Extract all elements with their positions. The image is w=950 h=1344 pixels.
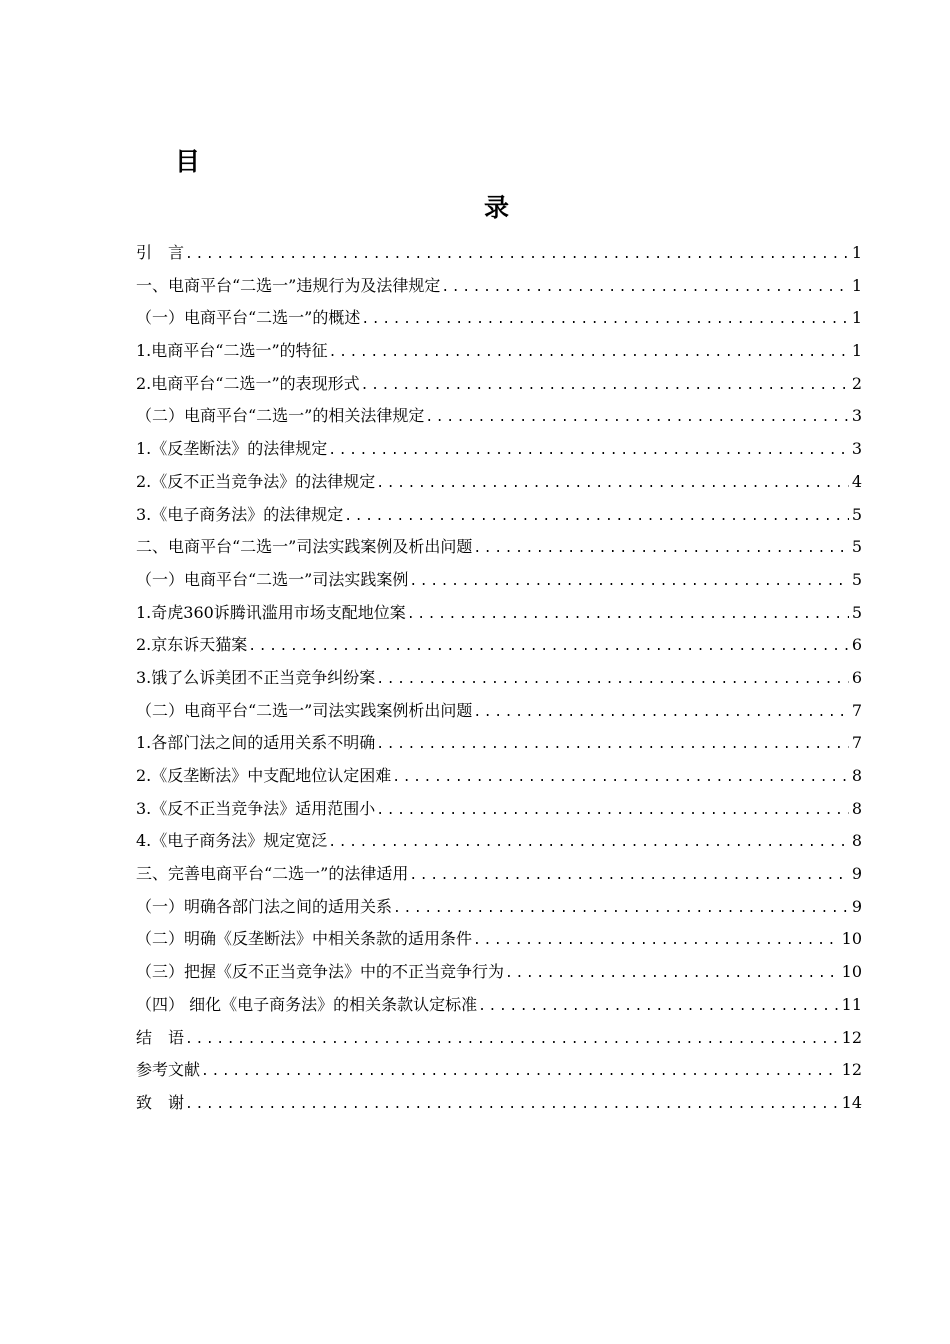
toc-entry-section-3-4[interactable] bbox=[136, 989, 862, 1022]
toc-title-second-char: 录 bbox=[484, 193, 510, 222]
toc-page-number: 10 bbox=[841, 929, 862, 949]
toc-page-number: 12 bbox=[841, 1027, 862, 1047]
toc-page-number: 1 bbox=[851, 341, 862, 361]
toc-leader-dots bbox=[184, 1089, 839, 1120]
toc-page-number: 1 bbox=[851, 308, 862, 328]
toc-entry-item[interactable] bbox=[136, 433, 862, 466]
toc-entry-label: 二、电商平台“二选一”司法实践案例及析出问题 bbox=[136, 537, 473, 557]
toc-leader-dots bbox=[408, 566, 848, 597]
toc-entry-label: 2.《反垄断法》中支配地位认定困难 bbox=[136, 766, 392, 785]
toc-entry-section-3-2[interactable] bbox=[136, 923, 862, 956]
toc-page-number: 8 bbox=[851, 766, 862, 785]
toc-entry-item[interactable] bbox=[136, 368, 862, 401]
toc-page-number: 1 bbox=[851, 275, 862, 295]
toc-leader-dots bbox=[360, 370, 849, 401]
toc-entry-item[interactable] bbox=[136, 825, 862, 858]
toc-page-number: 5 bbox=[851, 569, 862, 589]
toc-entry-label: 参考文献 bbox=[136, 1060, 201, 1080]
toc-leader-dots bbox=[375, 729, 849, 760]
toc-entry-section-3-3[interactable] bbox=[136, 956, 862, 989]
toc-entry-label: 2.京东诉天猫案 bbox=[136, 635, 248, 655]
toc-entry-label: 1.《反垄断法》的法律规定 bbox=[136, 439, 328, 459]
toc-page-number: 14 bbox=[841, 1092, 862, 1112]
toc-leader-dots bbox=[184, 239, 849, 270]
toc-entry-label: 2.电商平台“二选一”的表现形式 bbox=[136, 373, 360, 393]
toc-entry-item[interactable] bbox=[136, 335, 862, 368]
toc-entry-label: 结 语 bbox=[136, 1027, 185, 1047]
toc-entry-section-2-2[interactable] bbox=[136, 695, 862, 728]
toc-leader-dots bbox=[375, 468, 849, 499]
toc-entry-references[interactable] bbox=[136, 1054, 862, 1087]
toc-leader-dots bbox=[247, 631, 849, 662]
toc-entry-acknowledgements[interactable] bbox=[136, 1087, 862, 1120]
toc-entry-item[interactable] bbox=[136, 629, 862, 662]
toc-entry-label: 致 谢 bbox=[136, 1092, 185, 1112]
toc-entry-chapter-2[interactable] bbox=[136, 531, 862, 564]
toc-leader-dots bbox=[327, 435, 849, 466]
toc-entry-label: 一、电商平台“二选一”违规行为及法律规定 bbox=[136, 275, 441, 295]
toc-page-number: 4 bbox=[851, 471, 862, 491]
toc-entry-conclusion[interactable] bbox=[136, 1022, 862, 1055]
toc-page-number: 8 bbox=[851, 798, 862, 818]
toc-leader-dots bbox=[391, 762, 849, 793]
toc-page-number: 12 bbox=[841, 1060, 862, 1080]
toc-leader-dots bbox=[343, 501, 849, 532]
toc-page-number: 7 bbox=[851, 733, 862, 753]
toc-leader-dots bbox=[440, 272, 848, 303]
toc-entry-label: （四） 细化《电子商务法》的相关条款认定标准 bbox=[136, 994, 478, 1014]
toc-entry-label: 引 言 bbox=[136, 243, 185, 262]
toc-entry-item[interactable] bbox=[136, 793, 862, 826]
toc-entry-label: （一）电商平台“二选一”司法实践案例 bbox=[136, 569, 409, 589]
toc-leader-dots bbox=[504, 958, 839, 989]
toc-entry-item[interactable] bbox=[136, 466, 862, 499]
toc-entry-label: 3.《电子商务法》的法律规定 bbox=[136, 504, 344, 524]
toc-entry-label: 三、完善电商平台“二选一”的法律适用 bbox=[136, 864, 409, 884]
toc-page-number: 11 bbox=[841, 994, 862, 1014]
toc-entry-label: 1.各部门法之间的适用关系不明确 bbox=[136, 733, 376, 753]
toc-entry-label: 3.饿了么诉美团不正当竞争纠纷案 bbox=[136, 667, 376, 687]
toc-leader-dots bbox=[200, 1056, 839, 1087]
toc-leader-dots bbox=[477, 991, 839, 1022]
toc-page-number: 3 bbox=[851, 406, 862, 426]
toc-leader-dots bbox=[392, 893, 849, 924]
toc-entry-item[interactable] bbox=[136, 760, 862, 793]
toc-entry-intro[interactable] bbox=[136, 237, 862, 270]
toc-leader-dots bbox=[472, 925, 839, 956]
toc-leader-dots bbox=[408, 860, 848, 891]
toc-entry-label: （二）明确《反垄断法》中相关条款的适用条件 bbox=[136, 929, 473, 949]
toc-page-number: 5 bbox=[851, 504, 862, 524]
toc-leader-dots bbox=[375, 795, 849, 826]
toc-leader-dots bbox=[184, 1024, 839, 1055]
toc-entry-chapter-3[interactable] bbox=[136, 858, 862, 891]
toc-entry-label: 2.《反不正当竞争法》的法律规定 bbox=[136, 471, 376, 491]
toc-leader-dots bbox=[360, 304, 848, 335]
toc-title-first-char: 目 bbox=[175, 147, 201, 176]
toc-leader-dots bbox=[328, 337, 849, 368]
toc-page-number: 5 bbox=[851, 537, 862, 557]
toc-entry-section-1-2[interactable] bbox=[136, 400, 862, 433]
toc-entry-label: （一）明确各部门法之间的适用关系 bbox=[136, 896, 393, 916]
toc-page-number: 9 bbox=[851, 864, 862, 884]
toc-entry-label: 1.奇虎360诉腾讯滥用市场支配地位案 bbox=[136, 602, 406, 622]
toc-leader-dots bbox=[327, 827, 849, 858]
toc-entry-label: （二）电商平台“二选一”司法实践案例析出问题 bbox=[136, 700, 473, 720]
toc-page-number: 6 bbox=[851, 635, 862, 655]
toc-entry-item[interactable] bbox=[136, 597, 862, 630]
toc-entry-label: （二）电商平台“二选一”的相关法律规定 bbox=[136, 406, 425, 426]
toc-page-number: 9 bbox=[851, 896, 862, 916]
toc-entry-chapter-1[interactable] bbox=[136, 270, 862, 303]
toc-entry-section-2-1[interactable] bbox=[136, 564, 862, 597]
toc-entry-section-3-1[interactable] bbox=[136, 891, 862, 924]
toc-leader-dots bbox=[375, 664, 849, 695]
toc-page-number: 10 bbox=[841, 962, 862, 982]
toc-entry-label: （三）把握《反不正当竞争法》中的不正当竞争行为 bbox=[136, 962, 505, 982]
toc-leader-dots bbox=[424, 402, 848, 433]
toc-entry-label: 1.电商平台“二选一”的特征 bbox=[136, 341, 328, 361]
toc-entry-label: 4.《电子商务法》规定宽泛 bbox=[136, 831, 328, 851]
toc-entry-label: 3.《反不正当竞争法》适用范围小 bbox=[136, 798, 376, 818]
toc-leader-dots bbox=[406, 599, 849, 630]
toc-entry-item[interactable] bbox=[136, 499, 862, 532]
toc-page-number: 1 bbox=[851, 243, 862, 262]
toc-leader-dots bbox=[472, 697, 848, 728]
toc-page-number: 5 bbox=[851, 602, 862, 622]
toc-page-number: 7 bbox=[851, 700, 862, 720]
toc-page-number: 8 bbox=[851, 831, 862, 851]
toc-page-number: 3 bbox=[851, 439, 862, 459]
toc-entry-item[interactable] bbox=[136, 662, 862, 695]
toc-page-number: 6 bbox=[851, 667, 862, 687]
toc-page-number: 2 bbox=[851, 373, 862, 393]
toc-leader-dots bbox=[472, 533, 848, 564]
toc-entry-section-1-1[interactable] bbox=[136, 302, 862, 335]
toc-entry-label: （一）电商平台“二选一”的概述 bbox=[136, 308, 361, 328]
table-of-contents bbox=[136, 237, 862, 1120]
toc-entry-item[interactable] bbox=[136, 727, 862, 760]
